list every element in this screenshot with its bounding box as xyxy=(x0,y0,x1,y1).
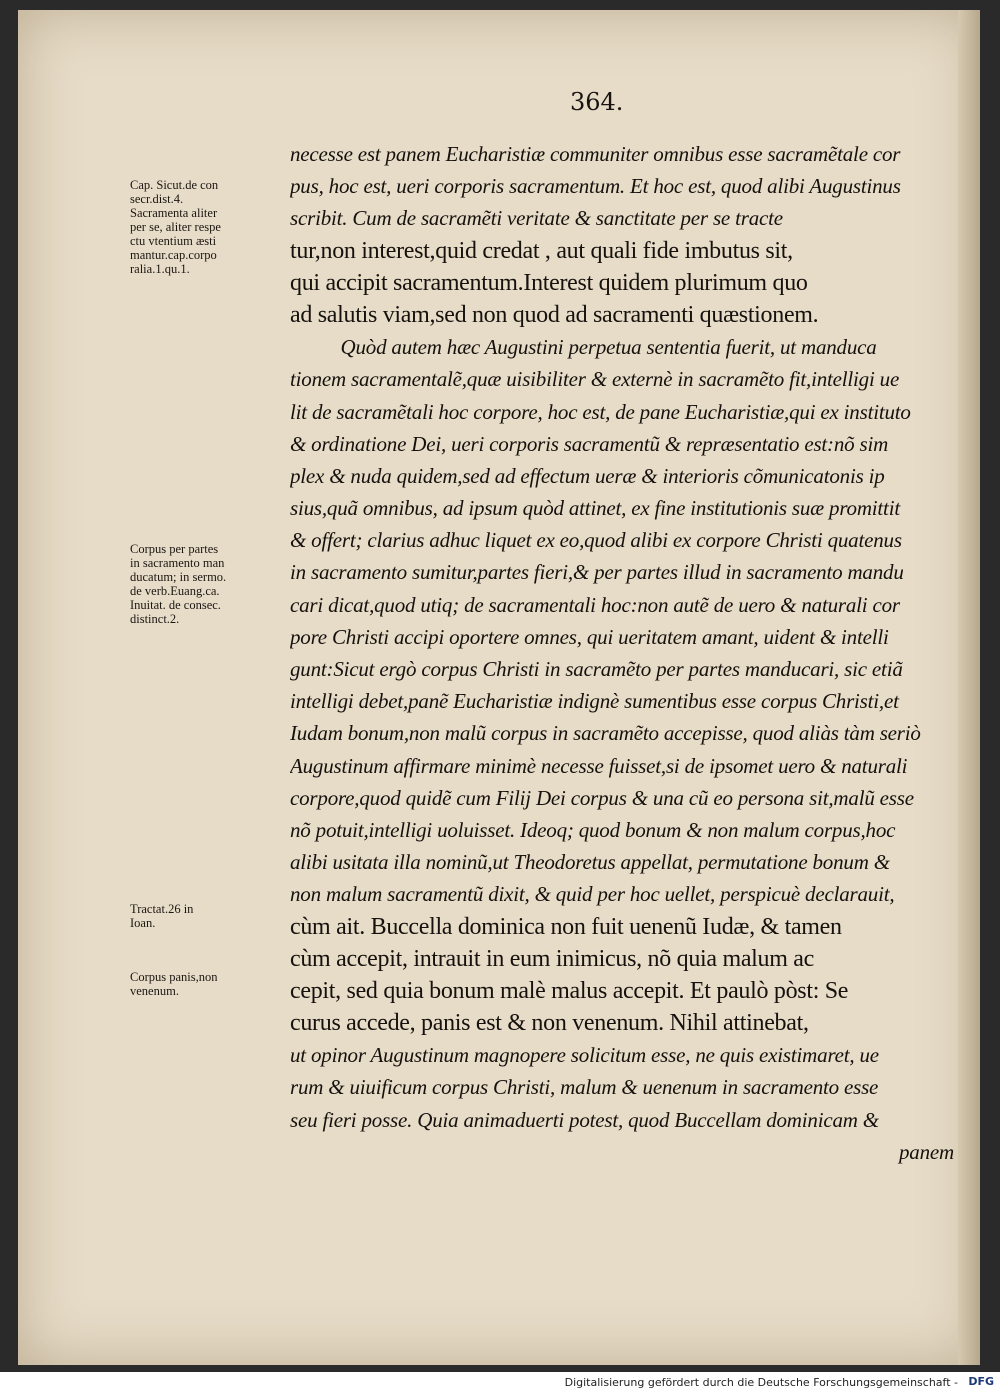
margin-note-1 xyxy=(130,178,282,276)
margin-note-line: mantur.cap.corpo xyxy=(130,248,217,262)
text-line: qui accipit sacramentum.Interest quidem plurimum quo xyxy=(290,269,808,296)
text-line: lit de sacramẽtali hoc corpore, hoc est, de pane Eucharistiæ,qui ex instituto xyxy=(290,399,911,424)
text-line: cepit, sed quia bonum malè malus accepit. Et paulò pòst: Se xyxy=(290,977,849,1004)
text-line: seu fieri posse. Quia animaduerti potest, quod Buccellam dominicam & xyxy=(290,1107,879,1132)
text-line: Augustinum affirmare minimè necesse fuisset,si de ipsomet uero & naturali xyxy=(290,753,908,778)
text-line: nõ potuit,intelligi uoluisset. Ideoq; quod bonum & non malum corpus,hoc xyxy=(290,817,896,842)
margin-note-line: ralia.1.qu.1. xyxy=(130,262,190,276)
margin-note-line: per se, aliter respe xyxy=(130,220,221,234)
margin-note-line: Sacramenta aliter xyxy=(130,206,218,220)
margin-note-line: in sacramento man xyxy=(130,556,225,570)
text-line: plex & nuda quidem,sed ad effectum ueræ & interioris cõmunicatonis ip xyxy=(290,463,885,488)
text-line: & ordinatione Dei, ueri corporis sacramentũ & repræsentatio est:nõ sim xyxy=(290,431,889,456)
margin-note-line: venenum. xyxy=(130,984,179,998)
text-line: pore Christi accipi oportere omnes, qui ueritatem amant, uident & intelli xyxy=(290,624,889,649)
margin-note-line: secr.dist.4. xyxy=(130,192,184,206)
margin-note-line: de verb.Euang.ca. xyxy=(130,584,220,598)
text-line: cari dicat,quod utiq; de sacramentali hoc:non autẽ de uero & naturali cor xyxy=(290,592,900,617)
margin-note-4 xyxy=(130,970,282,998)
margin-note-line: Corpus panis,non xyxy=(130,970,218,984)
text-line: ut opinor Augustinum magnopere solicitum esse, ne quis existimaret, ue xyxy=(290,1043,879,1068)
margin-note-2 xyxy=(130,542,282,626)
catchword: panem xyxy=(899,1139,954,1164)
text-line: cùm ait. Buccella dominica non fuit uenenũ Iudæ, & tamen xyxy=(290,913,842,940)
text-line: & offert; clarius adhuc liquet ex eo,quod alibi ex corpore Christi quatenus xyxy=(290,528,902,553)
text-line: tionem sacramentalẽ,quæ uisibiliter & externè in sacramẽto fit,intelligi ue xyxy=(290,367,900,392)
text-line: Quòd autem hæc Augustini perpetua sententia fuerit, ut manduca xyxy=(290,335,877,360)
text-line: tur,non interest,quid credat , aut quali fide imbutus sit, xyxy=(290,237,793,264)
text-line: gunt:Sicut ergò corpus Christi in sacramẽto per partes manducari, sic etiã xyxy=(290,657,903,681)
text-line: necesse est panem Eucharistiæ communiter omnibus esse sacramẽtale cor xyxy=(290,142,901,166)
text-line: Iudam bonum,non malũ corpus in sacramẽto accepisse, quod aliàs tàm seriò xyxy=(290,721,921,746)
text-line: sius,quã omnibus, ad ipsum quòd attinet, ex fine institutionis suæ promittit xyxy=(290,496,900,521)
text-line: curus accede, panis est & non venenum. Nihil attinebat, xyxy=(290,1010,809,1037)
margin-note-line: Tractat.26 in xyxy=(130,902,194,916)
text-line: in sacramento sumitur,partes fieri,& per partes illud in sacramento mandu xyxy=(290,560,904,585)
text-line: scribit. Cum de sacramẽti veritate & sanctitate per se tracte xyxy=(290,206,783,231)
main-text-column xyxy=(290,138,962,1168)
margin-note-line: Cap. Sicut.de con xyxy=(130,178,219,192)
book-page xyxy=(18,10,980,1365)
margin-note-line: Inuitat. de consec. xyxy=(130,598,221,612)
footer-credit: Digitalisierung gefördert durch die Deutsche Forschungsgemeinschaft - xyxy=(564,1376,958,1389)
text-line: cùm accepit, intrauit in eum inimicus, nõ quia malum ac xyxy=(290,945,815,972)
margin-note-3 xyxy=(130,902,282,930)
margin-note-line: ducatum; in sermo. xyxy=(130,570,227,584)
text-line: rum & uiuificum corpus Christi, malum & uenenum in sacramento esse xyxy=(290,1075,879,1100)
page-number: 364. xyxy=(570,88,624,116)
text-line: ad salutis viam,sed non quod ad sacramenti quæstionem. xyxy=(290,301,819,328)
text-line: non malum sacramentũ dixit, & quid per hoc uellet, perspicuè declarauit, xyxy=(290,882,895,907)
margin-note-line: Ioan. xyxy=(130,916,156,930)
text-line: pus, hoc est, ueri corporis sacramentum. Et hoc est, quod alibi Augustinus xyxy=(290,174,901,199)
margin-note-line: Corpus per partes xyxy=(130,542,219,556)
dfg-logo: DFG xyxy=(968,1375,994,1388)
text-line: alibi usitata illa nominũ,ut Theodoretus appellat, permutatione bonum & xyxy=(290,850,890,875)
margin-note-line: ctu vtentium æsti xyxy=(130,234,217,248)
footer-bar xyxy=(0,1372,1000,1395)
margin-note-line: distinct.2. xyxy=(130,612,180,626)
text-line: corpore,quod quidẽ cum Filij Dei corpus & una cũ eo persona sit,malũ esse xyxy=(290,785,914,810)
text-line: intelligi debet,panẽ Eucharistiæ indignè sumentibus esse corpus Christi,et xyxy=(290,689,899,714)
